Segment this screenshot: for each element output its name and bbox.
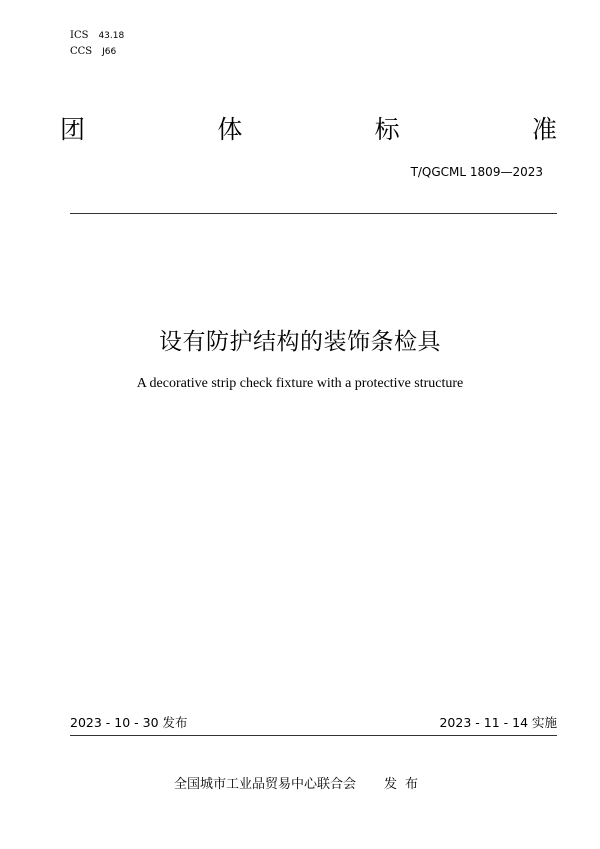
ccs-classification [70,46,116,58]
publisher-line [0,776,600,794]
ics-label: ICS [70,30,89,41]
standard-type-char: 团 [60,115,86,144]
title-english: A decorative strip check fixture with a protective structure [136,376,464,391]
bottom-divider [70,735,557,736]
standard-type-char: 标 [374,115,400,144]
standard-number: T/QGCML 1809—2023 [410,165,543,179]
publisher-action: 发布 [384,777,427,792]
standard-type-heading [60,112,557,148]
standard-type-char: 体 [217,115,243,144]
publisher-name: 全国城市工业品贸易中心联合会 [173,777,356,792]
implementation-date: 2023 - 11 - 14 实施 [439,715,557,730]
ccs-label: CCS [70,46,93,57]
top-divider [70,213,557,214]
standard-type-char: 准 [531,115,557,144]
ics-classification [70,30,124,42]
ccs-code: J66 [102,47,117,57]
title-chinese: 设有防护结构的装饰条检具 [159,329,441,355]
ics-code: 43.18 [98,31,125,41]
issue-date: 2023 - 10 - 30 发布 [70,715,188,730]
